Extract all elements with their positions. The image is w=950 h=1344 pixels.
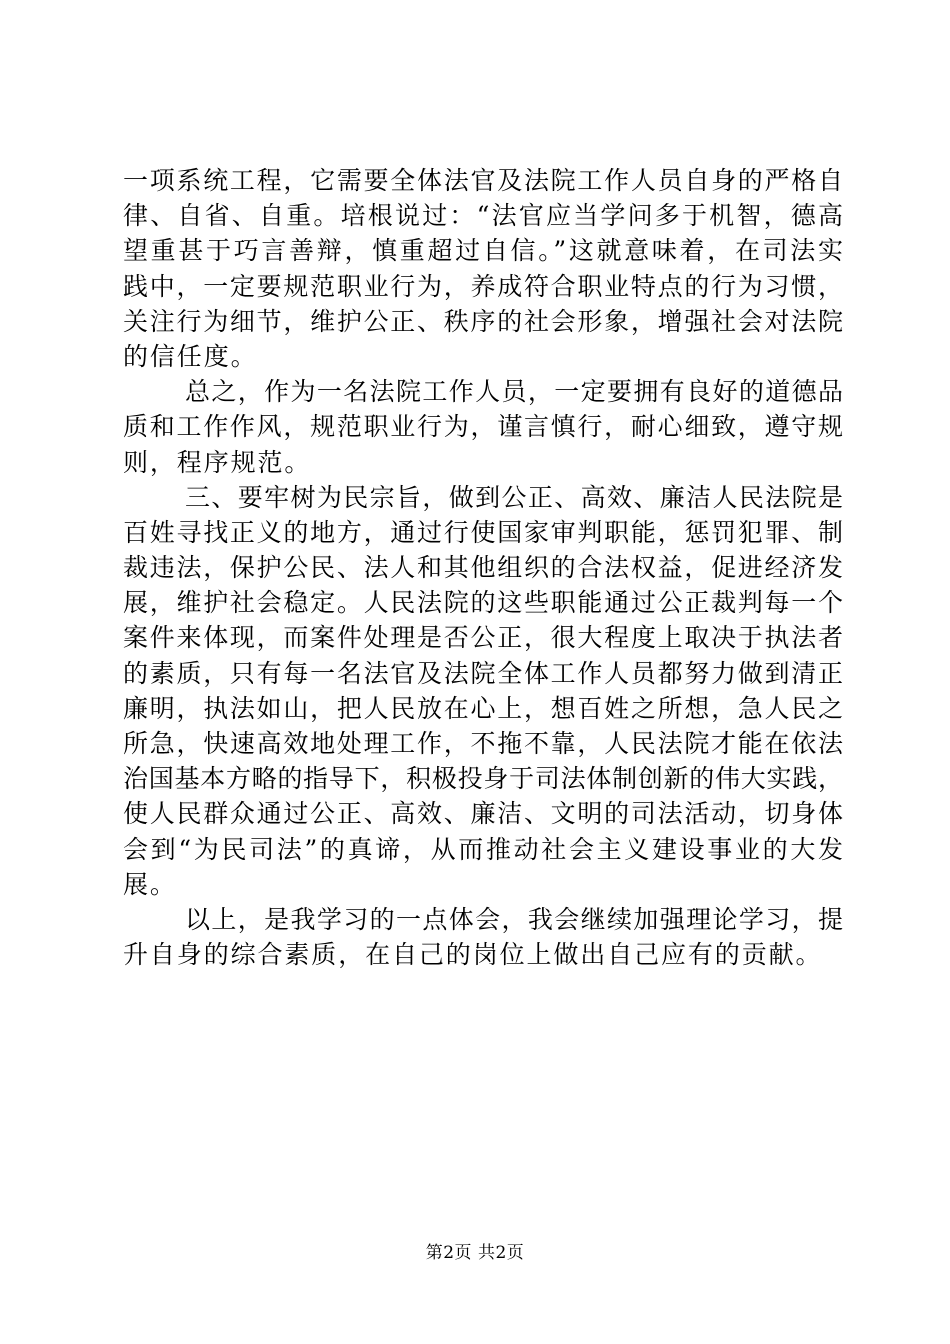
text-line: 百姓寻找正义的地方，通过行使国家审判职能，惩罚犯罪、制 xyxy=(123,517,843,547)
text-line: 践中，一定要规范职业行为，养成符合职业特点的行为习惯， xyxy=(123,271,843,301)
document-body xyxy=(123,163,843,972)
page-number-footer: 第2页 共2页 xyxy=(425,1243,525,1263)
text-line: 升自身的综合素质，在自己的岗位上做出自己应有的贡献。 xyxy=(123,940,823,970)
paragraph-first-line: 以上，是我学习的一点体会，我会继续加强理论学习，提 xyxy=(185,904,843,934)
text-line: 治国基本方略的指导下，积极投身于司法体制创新的伟大实践， xyxy=(123,764,843,794)
text-line: 的素质，只有每一名法官及法院全体工作人员都努力做到清正 xyxy=(123,658,843,688)
text-line: 律、自省、自重。培根说过：“法官应当学问多于机智，德高 xyxy=(123,201,843,231)
text-line: 展，维护社会稳定。人民法院的这些职能通过公正裁判每一个 xyxy=(123,588,843,618)
paragraph-first-line: 总之，作为一名法院工作人员，一定要拥有良好的道德品 xyxy=(185,377,843,407)
text-line: 会到“为民司法”的真谛，从而推动社会主义建设事业的大发 xyxy=(123,834,843,864)
text-line: 使人民群众通过公正、高效、廉洁、文明的司法活动，切身体 xyxy=(123,799,843,829)
text-line: 一项系统工程，它需要全体法官及法院工作人员自身的严格自 xyxy=(123,166,843,195)
paragraph-first-line: 三、要牢树为民宗旨，做到公正、高效、廉洁人民法院是 xyxy=(185,482,843,512)
text-line: 则，程序规范。 xyxy=(123,447,312,477)
text-line: 的信任度。 xyxy=(123,341,258,371)
text-line: 案件来体现，而案件处理是否公正，很大程度上取决于执法者 xyxy=(123,623,843,653)
text-line: 质和工作作风，规范职业行为，谨言慎行，耐心细致，遵守规 xyxy=(123,412,843,442)
text-line: 关注行为细节，维护公正、秩序的社会形象，增强社会对法院 xyxy=(123,306,843,336)
text-line: 所急，快速高效地处理工作，不拖不靠，人民法院才能在依法 xyxy=(123,729,843,758)
text-line: 裁违法，保护公民、法人和其他组织的合法权益，促进经济发 xyxy=(123,553,843,583)
text-line: 展。 xyxy=(123,869,177,899)
text-line: 廉明，执法如山，把人民放在心上，想百姓之所想，急人民之 xyxy=(123,693,843,723)
text-line: 望重甚于巧言善辩，慎重超过自信。”这就意味着，在司法实 xyxy=(123,236,843,266)
